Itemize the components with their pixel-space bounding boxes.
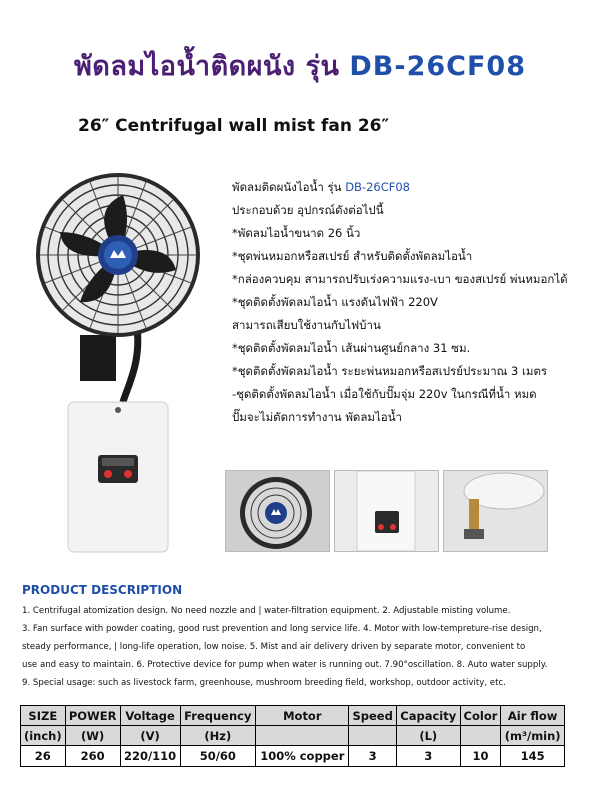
- header-airflow: Air flow: [501, 706, 565, 726]
- cell-color: 10: [460, 746, 501, 767]
- fan-product-image: [18, 170, 218, 560]
- cell-voltage: 220/110: [120, 746, 180, 767]
- spec-table-unit-row: [21, 726, 565, 746]
- unit-frequency: (Hz): [180, 726, 256, 746]
- thai-spec-line: *ชุดติดตั้งพัดลมไอน้ำ ระยะพ่นหมอกหรือสเปรย์ประมาณ 3 เมตร: [232, 364, 548, 378]
- unit-color: [460, 726, 501, 746]
- thai-spec-heading-model: DB-26CF08: [345, 180, 410, 194]
- page-subtitle: 26″ Centrifugal wall mist fan 26″: [78, 116, 390, 136]
- spec-table-header-row: [21, 706, 565, 726]
- unit-speed: [349, 726, 396, 746]
- thai-spec-line: *ชุดพ่นหมอกหรือสเปรย์ สำหรับติดตั้งพัดลมไอน้ำ: [232, 249, 473, 263]
- header-speed: Speed: [349, 706, 396, 726]
- cell-power: 260: [65, 746, 120, 767]
- thai-spec-line: -ชุดติดตั้งพัดลมไอน้ำ เมื่อใช้กับปั๊มจุ่ม 220v ในกรณีที่น้ำ หมด: [232, 387, 537, 401]
- unit-size: (inch): [21, 726, 66, 746]
- thumbnail-control-box: [334, 470, 439, 552]
- cell-capacity: 3: [396, 746, 460, 767]
- title-thai: พัดลมไอน้ำติดผนัง รุ่น: [74, 51, 340, 82]
- description-line: steady performance, | long-life operation, low noise. 5. Mist and air delivery driven by separate motor, convenient to: [22, 642, 526, 652]
- thumbnail-nozzle: [443, 470, 548, 552]
- thai-spec-line: ประกอบด้วย อุปกรณ์ดังต่อไปนี้: [232, 203, 384, 217]
- product-description-title: PRODUCT DESCRIPTION: [22, 583, 183, 597]
- description-line: 1. Centrifugal atomization design. No need nozzle and | water-filtration equipment. 2. Adjustable misting volume.: [22, 606, 511, 616]
- thai-spec-line: *พัดลมไอน้ำขนาด 26 นิ้ว: [232, 226, 361, 240]
- thai-spec-line: *ชุดติดตั้งพัดลมไอน้ำ เส้นผ่านศูนย์กลาง 31 ซม.: [232, 341, 471, 355]
- thai-spec-line: สามารถเสียบใช้งานกับไฟบ้าน: [232, 318, 381, 332]
- unit-airflow: (m³/min): [501, 726, 565, 746]
- cell-frequency: 50/60: [180, 746, 256, 767]
- header-voltage: Voltage: [120, 706, 180, 726]
- thumbnail-fan-closeup: [225, 470, 330, 552]
- spec-table: [20, 705, 565, 767]
- unit-capacity: (L): [396, 726, 460, 746]
- cell-airflow: 145: [501, 746, 565, 767]
- page-title: [0, 44, 600, 87]
- unit-motor: [256, 726, 349, 746]
- thai-spec-line: *ชุดติดตั้งพัดลมไอน้ำ แรงดันไฟฟ้า 220V: [232, 295, 438, 309]
- product-description-text: [22, 602, 582, 692]
- header-motor: Motor: [256, 706, 349, 726]
- description-line: 3. Fan surface with powder coating, good rust prevention and long service life. 4. Motor with low-tempreture-rise design,: [22, 624, 542, 634]
- unit-voltage: (V): [120, 726, 180, 746]
- cell-speed: 3: [349, 746, 396, 767]
- cell-motor: 100% copper: [256, 746, 349, 767]
- thai-spec-list: [232, 176, 592, 429]
- title-model: DB-26CF08: [349, 51, 526, 82]
- thai-spec-line: ปั๊มจะไม่ตัดการทำงาน พัดลมไอน้ำ: [232, 410, 403, 424]
- header-size: SIZE: [21, 706, 66, 726]
- cell-size: 26: [21, 746, 66, 767]
- description-line: 9. Special usage: such as livestock farm, greenhouse, mushroom breeding field, workshop, outdoor activity, etc.: [22, 678, 506, 688]
- unit-power: (W): [65, 726, 120, 746]
- header-frequency: Frequency: [180, 706, 256, 726]
- thai-spec-heading: [232, 176, 592, 199]
- description-line: use and easy to maintain. 6. Protective device for pump when water is running out. 7.90°oscillation. 8. Auto water supply.: [22, 660, 548, 670]
- header-color: Color: [460, 706, 501, 726]
- thai-spec-heading-prefix: พัดลมติดผนังไอน้ำ รุ่น: [232, 180, 346, 194]
- header-capacity: Capacity: [396, 706, 460, 726]
- header-power: POWER: [65, 706, 120, 726]
- thai-spec-line: *กล่องควบคุม สามารถปรับเร่งความแรง-เบา ของสเปรย์ พ่นหมอกได้: [232, 272, 568, 286]
- table-row: [21, 746, 565, 767]
